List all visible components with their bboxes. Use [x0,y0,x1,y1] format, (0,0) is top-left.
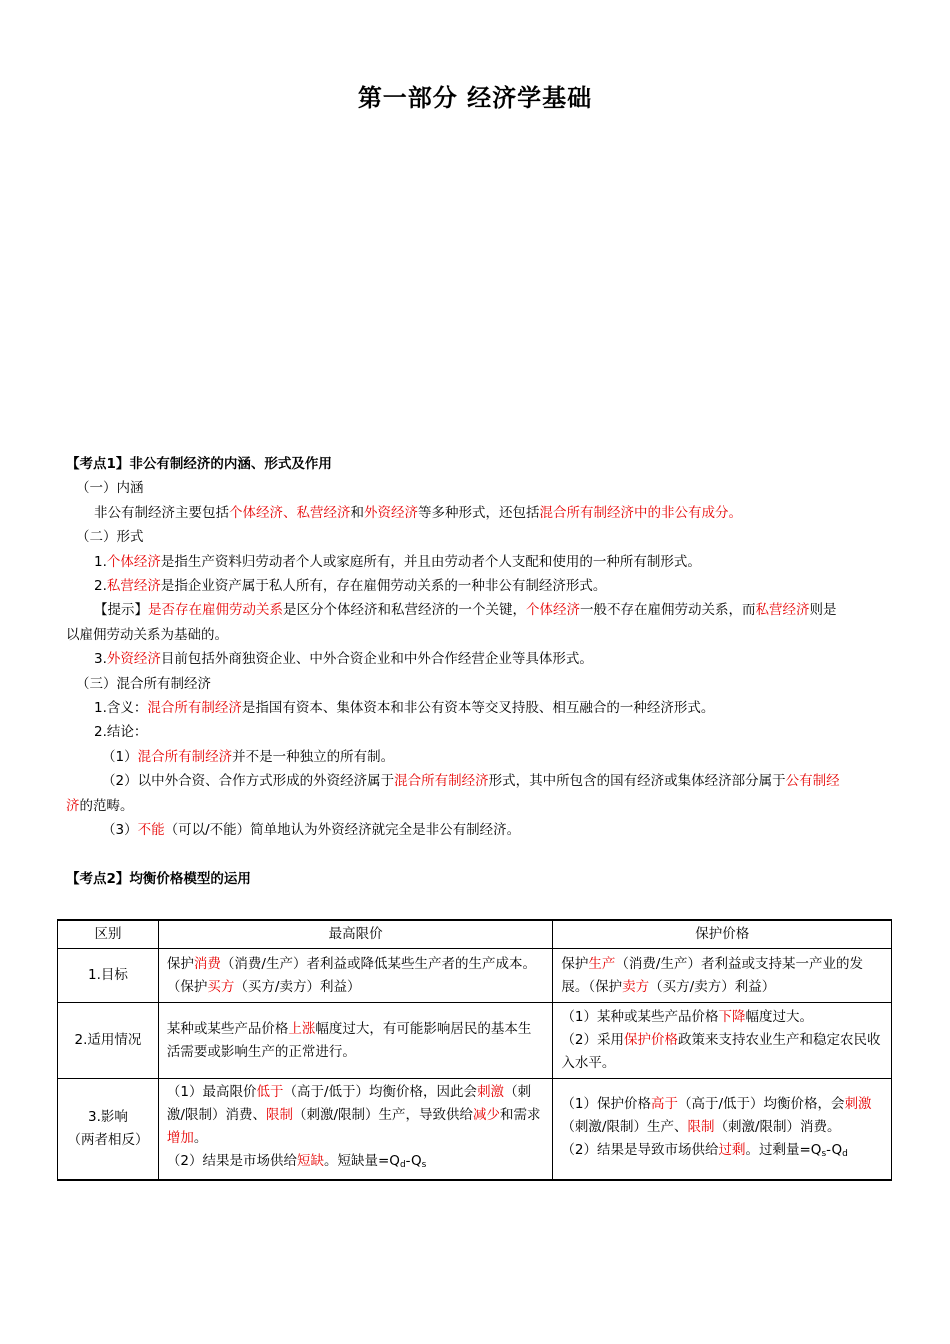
highlighted-text: 上涨 [288,1020,316,1037]
text-run: 2. [94,578,107,595]
text-run: 保护 [166,955,194,972]
text-run: 形式，其中所包含的国有经济或集体经济部分属于 [488,773,786,790]
text-run: 是指生产资料归劳动者个人或家庭所有，并且由劳动者个人支配和使用的一种所有制形式。 [160,553,701,570]
text-run: 则是 [809,602,837,619]
section1-heading: 【考点1】非公有制经济的内涵、形式及作用 [66,456,332,472]
text-run: 的范畴。 [79,797,134,814]
paragraph-line [66,574,894,598]
highlighted-text: 外资经济 [106,651,161,668]
text-run: （2）以中外合资、合作方式形成的外资经济属于 [102,773,395,790]
highlighted-text: 消费 [193,955,221,972]
text-run: （刺激/限制）生产、 [561,1118,688,1135]
cell-paragraph [167,1018,545,1064]
text-run: 是区分个体经济和私营经济的一个关键， [283,602,526,619]
text-run: （3） [102,822,138,839]
text-run: 1. [94,553,107,570]
row-label: 1.目标 [58,949,159,1003]
text-run: s [421,1160,427,1170]
highlighted-text: 低于 [256,1084,284,1100]
section2-heading: 【考点2】均衡价格模型的运用 [66,870,251,887]
text-run: 幅度过大，有可能影响居民的基本生活需要或影响生产的正常进行。 [166,1020,532,1060]
highlighted-text: 不能 [137,822,165,839]
cell-paragraph [561,1093,883,1139]
text-run: 【提示】 [94,602,148,619]
highlighted-text: 济 [66,797,80,814]
highlighted-text: 限制 [265,1107,293,1123]
table-header-row [58,920,892,949]
highlighted-text: 过剩 [718,1141,746,1158]
paragraph-line [66,818,894,842]
highlighted-text: 混合所有制经济中的非公有成分。 [539,504,742,521]
text-run: 一般不存在雇佣劳动关系，而 [580,602,756,619]
text-run: s [821,1148,827,1159]
text-run: （刺激/限制）消费、 [166,1084,532,1123]
table-header-cell: 最高限价 [158,920,553,949]
text-run: 政策来支持农业生产和稳定农民收入水平。 [561,1032,881,1071]
text-run: （一）内涵 [76,480,144,497]
row-cell [158,1003,553,1079]
text-run: 并不是一种独立的所有制。 [232,748,395,765]
text-run: 。短缺量=Q [324,1153,400,1169]
paragraph-line [66,647,894,671]
text-run: d [842,1148,848,1159]
text-run: （消费/生产）者利益或支持某一产业的发展。（保护 [561,955,863,995]
text-run: 和需求 [500,1107,541,1123]
row-label: 3.影响 [88,1109,128,1125]
text-run: （2）结果是导致市场供给 [561,1141,719,1158]
text-run: （二）形式 [76,529,144,546]
text-run: 以雇佣劳动关系为基础的。 [66,626,228,643]
text-run: 某种或某些产品价格 [166,1020,289,1037]
highlighted-text: 混合所有制经济 [147,700,242,717]
cell-paragraph [167,1081,545,1150]
text-run: （刺激/限制）生产，导致供给 [292,1107,474,1123]
highlighted-text: 个体经济 [106,553,161,570]
text-run: （2）结果是市场供给 [166,1153,297,1169]
cell-paragraph [561,1139,883,1166]
row-cell [158,1079,553,1181]
paragraph-line [66,696,894,720]
highlighted-text: 高于 [651,1095,678,1112]
paragraph-line [66,769,894,793]
highlighted-text: 个体经济 [526,602,580,619]
highlighted-text: 混合所有制经济 [394,773,489,790]
table-header-cell: 保护价格 [553,920,892,949]
text-run: 。 [193,1130,208,1146]
text-run: （刺激/限制）消费。 [714,1118,841,1135]
content-body [66,452,894,891]
text-run: （买方/卖方）利益） [649,978,776,995]
highlighted-text: 生产 [588,955,616,972]
text-run: 目前包括外商独资企业、中外合资企业和中外合作经营企业等具体形式。 [160,651,593,668]
text-run: 2.结论： [94,724,148,741]
paragraph-line [66,745,894,769]
paragraph-line [66,672,894,696]
text-run: 和 [350,504,364,521]
highlighted-text: 混合所有制经济 [137,748,233,765]
text-run: （买方/卖方）利益） [234,978,361,995]
highlighted-text: 限制 [687,1118,715,1135]
paragraph-line [66,720,894,744]
text-run: -Q [826,1141,843,1158]
text-run: 保护 [561,955,589,972]
section-gap [66,843,894,867]
table-row [58,1079,892,1181]
cell-paragraph [167,953,545,999]
row-cell [553,1079,892,1181]
text-run: 。过剩量=Q [745,1141,822,1158]
highlighted-text: 增加 [166,1130,194,1146]
comparison-table [57,919,892,1181]
highlighted-text: 刺激 [477,1084,505,1100]
table-row [58,1003,892,1079]
row-cell [553,1003,892,1079]
highlighted-text: 私营经济 [106,578,161,595]
text-run: 3. [94,651,107,668]
highlighted-text: 保护价格 [624,1032,678,1048]
table-header-cell: 区别 [58,920,159,949]
paragraph-line [66,550,894,574]
text-run: （高于/低于）均衡价格，会 [678,1095,845,1112]
text-run: 非公有制经济主要包括 [94,504,229,521]
paragraph-line [66,623,894,647]
highlighted-text: 是否存在雇佣劳动关系 [148,602,283,619]
cell-paragraph [167,1150,545,1177]
row-cell [158,949,553,1003]
cell-paragraph [561,953,883,999]
highlighted-text: 外资经济 [364,504,418,521]
section1-lines [66,476,894,842]
text-run: 等多种形式，还包括 [418,504,540,521]
paragraph-line [66,476,894,500]
text-run: 是指企业资产属于私人所有，存在雇佣劳动关系的一种非公有制经济形式。 [160,578,607,595]
row-label-note: （两者相反） [67,1132,149,1148]
page-title: 第一部分 经济学基础 [357,84,593,112]
row-label-cell [58,1079,159,1181]
text-run: -Q [405,1153,422,1169]
text-run: （高于/低于）均衡价格，因此会 [283,1084,478,1100]
highlighted-text: 买方 [207,978,235,995]
paragraph-line [66,525,894,549]
text-run: （消费/生产）者利益或降低某些生产者的生产成本。（保护 [166,955,536,995]
text-run: （1）某种或某些产品价格 [561,1009,719,1025]
paragraph-line [66,598,894,622]
paragraph-line [66,501,894,525]
highlighted-text: 个体经济、私营经济 [229,504,351,521]
text-run: 是指国有资本、集体资本和非公有资本等交叉持股、相互融合的一种经济形式。 [241,700,715,717]
highlighted-text: 下降 [718,1009,746,1025]
row-cell [553,949,892,1003]
text-run: （2）采用 [561,1032,624,1048]
text-run: 1.含义： [94,700,148,717]
text-run: 幅度过大。 [745,1009,813,1025]
text-run: （1） [102,748,138,765]
text-run: d [399,1160,406,1170]
highlighted-text: 私营经济 [755,602,810,619]
highlighted-text: 减少 [473,1107,501,1123]
text-run: （可以/不能）简单地认为外资经济就完全是非公有制经济。 [164,822,521,839]
table-row [58,949,892,1003]
highlighted-text: 卖方 [622,978,650,995]
cell-paragraph [561,1006,883,1029]
row-label: 2.适用情况 [58,1003,159,1079]
paragraph-line [66,794,894,818]
text-run: （1）保护价格 [561,1095,651,1112]
text-run: （三）混合所有制经济 [76,675,211,692]
highlighted-text: 公有制经 [785,773,840,790]
cell-paragraph [561,1029,883,1075]
text-run: （1）最高限价 [166,1084,257,1100]
highlighted-text: 刺激 [844,1095,872,1112]
highlighted-text: 短缺 [297,1153,324,1169]
